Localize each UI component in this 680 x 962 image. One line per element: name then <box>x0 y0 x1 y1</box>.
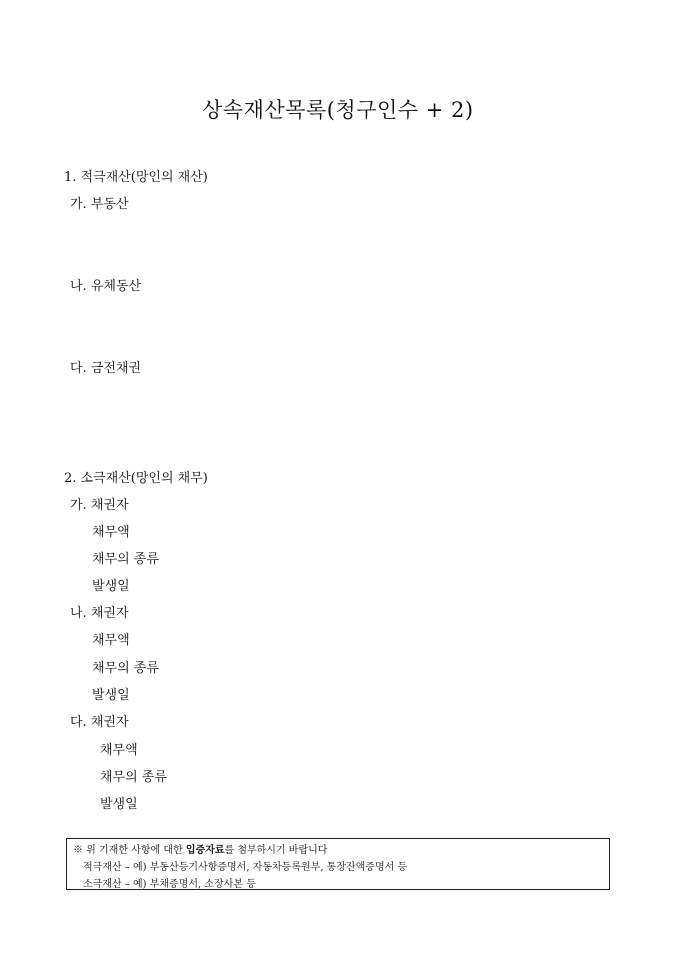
notice-evidence-emphasis: 입증자료 <box>185 845 225 856</box>
debt-amount-label: 채무액 <box>92 525 130 540</box>
notice-line-2: 적극재산 – 예) 부동산등기사항증명서, 자동차등록원부, 통장잔액증명서 등 <box>83 862 408 873</box>
evidence-notice-box <box>66 838 610 890</box>
debt-type-label: 채무의 종류 <box>92 552 159 567</box>
creditor-label: 나. 채권자 <box>70 606 129 621</box>
debt-type-label: 채무의 종류 <box>100 770 167 785</box>
debt-amount-label: 채무액 <box>92 633 130 648</box>
notice-line-1-prefix: ※ 위 기재한 사항에 대한 <box>73 845 186 856</box>
item-movable-property: 나. 유체동산 <box>70 279 142 294</box>
notice-line-1-suffix: 를 첨부하시기 바랍니다 <box>224 845 328 856</box>
debt-date-label: 발생일 <box>92 688 130 703</box>
notice-line-3: 소극재산 – 예) 부채증명서, 소장사본 등 <box>83 879 256 890</box>
debt-amount-label: 채무액 <box>100 743 138 758</box>
debt-date-label: 발생일 <box>100 797 138 812</box>
creditor-label: 가. 채권자 <box>70 498 129 513</box>
creditor-label: 다. 채권자 <box>70 715 129 730</box>
notice-line-1 <box>73 841 327 856</box>
item-monetary-claims: 다. 금전채권 <box>70 361 142 376</box>
document-title: 상속재산목록(청구인수 + 2) <box>202 98 474 122</box>
debt-type-label: 채무의 종류 <box>92 661 159 676</box>
section-heading-positive-assets: 1. 적극재산(망인의 재산) <box>64 170 208 185</box>
item-real-estate: 가. 부동산 <box>70 197 129 212</box>
section-heading-negative-assets: 2. 소극재산(망인의 채무) <box>64 471 208 486</box>
debt-date-label: 발생일 <box>92 579 130 594</box>
